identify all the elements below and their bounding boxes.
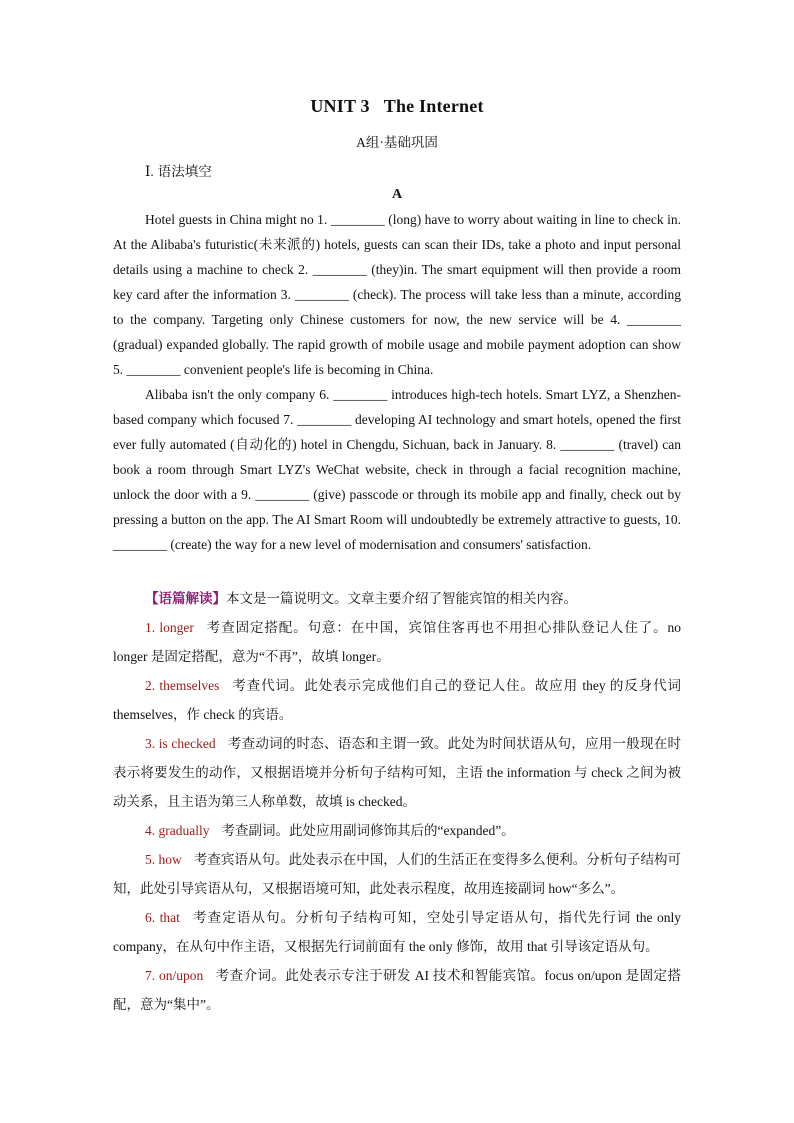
- item-number: 1.: [145, 620, 160, 635]
- blank-5: ________: [126, 362, 181, 377]
- passage-text: (long) have to worry about waiting in line to check in. At the Alibaba's futuristic(未来派的) hotels, guests can scan their IDs, take a photo and input personal details using a machine to check 2.: [113, 212, 681, 277]
- analysis-item: [113, 903, 681, 961]
- analysis-item: [113, 671, 681, 729]
- analysis-item: [113, 961, 681, 1019]
- item-explanation: 考查代词。此处表示完成他们自己的登记人住。故应用 they 的反身代词 themselves，作 check 的宾语。: [113, 678, 681, 722]
- unit-number: UNIT 3: [310, 96, 370, 116]
- item-answer: that: [159, 910, 180, 925]
- passage-text: convenient people's life is becoming in China.: [180, 362, 434, 377]
- item-answer: is checked: [158, 736, 216, 751]
- passage-label: A: [391, 187, 403, 202]
- passage-text: (create) the way for a new level of modernisation and consumers' satisfaction.: [167, 537, 592, 552]
- section-label: 语法填空: [157, 164, 212, 179]
- item-explanation: 考查固定搭配。句意：在中国，宾馆住客再也不用担心排队登记人住了。no longer 是固定搭配，意为“不再”，故填 longer。: [113, 620, 682, 664]
- passage-paragraph-1: [113, 207, 681, 382]
- item-answer: how: [158, 852, 182, 867]
- section-number: Ⅰ.: [145, 164, 154, 179]
- analysis-intro: [113, 584, 681, 613]
- unit-name: The Internet: [383, 96, 484, 116]
- passage-text: (travel) can book a room through Smart LYZ's WeChat website, check in through a facial recognition machine, unlock the door with a 9.: [113, 437, 681, 502]
- analysis-item: [113, 613, 681, 671]
- analysis-item: [113, 816, 681, 845]
- group-subtitle: A组·基础巩固: [356, 135, 438, 150]
- passage-text: Alibaba isn't the only company 6.: [145, 387, 334, 402]
- passage-text: introduces high-tech hotels. Smart LYZ, a Shenzhen-based company which focused 7.: [113, 387, 681, 427]
- passage-text: (check). The process will take less than a minute, according to the company. Targeting only Chinese customers for now, the new service will be 4.: [113, 287, 681, 327]
- blank-2: ________: [312, 262, 367, 277]
- blank-7: ________: [297, 412, 352, 427]
- passage-text: (they)in. The smart equipment will then provide a room key card after the information 3.: [113, 262, 681, 302]
- answer-analysis: [113, 584, 681, 1019]
- item-explanation: 考查动词的时态、语态和主谓一致。此处为时间状语从句，应用一般现在时表示将要发生的动作，又根据语境并分析句子结构可知，主语 the information 与 check 之间为被动关系，且主语为第三人称单数，故填 is checked。: [113, 736, 682, 809]
- item-answer: gradually: [158, 823, 210, 838]
- analysis-intro-text: 本文是一篇说明文。文章主要介绍了智能宾馆的相关内容。: [226, 591, 577, 606]
- blank-9: ________: [255, 487, 310, 502]
- item-number: 4.: [145, 823, 159, 838]
- passage-text: (gradual) expanded globally. The rapid growth of mobile usage and mobile payment adoption can show 5.: [113, 337, 681, 377]
- passage-text: developing AI technology and smart hotels, opened the first ever fully automated (自动化的) hotel in Chengdu, Sichuan, back in January. 8.: [113, 412, 681, 452]
- item-number: 6.: [145, 910, 160, 925]
- blank-4: ________: [627, 312, 681, 327]
- item-number: 2.: [145, 678, 160, 693]
- blank-10: ________: [113, 537, 167, 552]
- item-answer: longer: [159, 620, 194, 635]
- analysis-item: [113, 729, 681, 816]
- item-explanation: 考查宾语从句。此处表示在中国，人们的生活正在变得多么便利。分析句子结构可知，此处引导宾语从句，又根据语境可知，此处表示程度，故用连接副词 how“多么”。: [113, 852, 682, 896]
- section-heading: [145, 160, 212, 180]
- passage-text: (give) passcode or through its mobile app and finally, check out by pressing a button on the app. The AI Smart Room will undoubtedly be extremely attractive to guests, 10.: [113, 487, 681, 527]
- blank-1: ________: [330, 212, 385, 227]
- blank-8: ________: [560, 437, 615, 452]
- page-title: [113, 96, 681, 117]
- item-explanation: 考查介词。此处表示专注于研发 AI 技术和智能宾馆。focus on/upon 是固定搭配，意为“集中”。: [113, 968, 681, 1012]
- blank-6: ________: [333, 387, 388, 402]
- passage-paragraph-2: [113, 382, 681, 557]
- passage-text: Hotel guests in China might no 1.: [145, 212, 331, 227]
- blank-3: ________: [294, 287, 349, 302]
- item-answer: on/upon: [158, 968, 204, 983]
- item-number: 7.: [145, 968, 159, 983]
- item-explanation: 考查副词。此处应用副词修饰其后的“expanded”。: [221, 823, 515, 838]
- item-explanation: 考查定语从句。分析句子结构可知，空处引导定语从句，指代先行词 the only company，在从句中作主语，又根据先行词前面有 the only 修饰，故用 that 引导该定语从句。: [113, 910, 681, 954]
- analysis-item: [113, 845, 681, 903]
- cloze-passage: [113, 207, 681, 557]
- item-number: 3.: [145, 736, 159, 751]
- analysis-tag: 【语篇解读】: [145, 591, 226, 606]
- item-number: 5.: [145, 852, 159, 867]
- item-answer: themselves: [159, 678, 220, 693]
